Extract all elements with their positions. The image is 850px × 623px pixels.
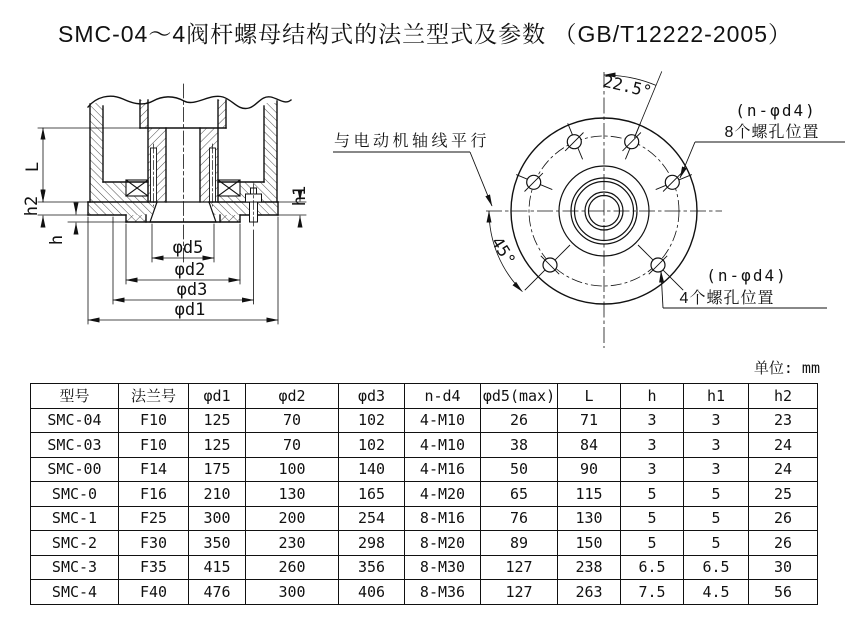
table-cell: SMC-03 (31, 433, 119, 458)
table-cell: 25 (749, 482, 818, 507)
holes8-leader (680, 142, 845, 178)
table-cell: 3 (621, 457, 684, 482)
dim-label-h2: h2 (22, 195, 42, 217)
table-cell: 76 (481, 506, 558, 531)
table-row (31, 408, 818, 433)
table-cell: 125 (189, 433, 246, 458)
spigot-pad-right (220, 215, 240, 222)
table-cell: 89 (481, 531, 558, 556)
table-cell: 6.5 (684, 555, 749, 580)
table-cell: 4.5 (684, 580, 749, 605)
table-cell: SMC-4 (31, 580, 119, 605)
table-cell: 125 (189, 408, 246, 433)
table-cell: 84 (558, 433, 621, 458)
flange-view (333, 71, 845, 348)
table-cell: 3 (684, 433, 749, 458)
dim-label-d1: φd1 (174, 300, 206, 320)
table-cell: 406 (339, 580, 405, 605)
table-cell: F40 (119, 580, 189, 605)
dim-label-d2: φd2 (174, 260, 206, 280)
bolt-holes-8-label-1: (n-φd4) (735, 101, 817, 120)
table-cell: 8-M36 (405, 580, 481, 605)
table-cell: 26 (749, 506, 818, 531)
table-cell: 140 (339, 457, 405, 482)
table-cell: F25 (119, 506, 189, 531)
table-cell: 100 (246, 457, 339, 482)
table-cell: 7.5 (621, 580, 684, 605)
table-cell: SMC-3 (31, 555, 119, 580)
stud-right (210, 144, 216, 206)
bolt-hole-bottom-left (525, 245, 570, 290)
table-cell: 260 (246, 555, 339, 580)
bolt-holes-8-label-2: 8个螺孔位置 (724, 124, 820, 141)
table-row (31, 433, 818, 458)
table-cell: 300 (189, 506, 246, 531)
bolt-hole-top-left (565, 123, 583, 159)
table-cell: 4-M20 (405, 482, 481, 507)
table-cell: 24 (749, 457, 818, 482)
table-cell: 254 (339, 506, 405, 531)
table-cell: 90 (558, 457, 621, 482)
table-cell: 6.5 (621, 555, 684, 580)
table-cell: 298 (339, 531, 405, 556)
break-wavy-line (88, 96, 291, 108)
table-cell: 102 (339, 433, 405, 458)
table-cell: 8-M20 (405, 531, 481, 556)
table-cell: 24 (749, 433, 818, 458)
table-cell: 38 (481, 433, 558, 458)
dim-label-L: L (23, 161, 43, 173)
table-cell: 350 (189, 531, 246, 556)
table-cell: 8-M30 (405, 555, 481, 580)
page-title: SMC-04～4阀杆螺母结构式的法兰型式及参数 （GB/T12222-2005） (58, 21, 792, 47)
table-cell: F16 (119, 482, 189, 507)
table-cell: 50 (481, 457, 558, 482)
bolt-holes-4-label-2: 4个螺孔位置 (679, 290, 775, 307)
table-cell: 238 (558, 555, 621, 580)
bolt-hole-mid-left (516, 173, 552, 191)
dim-label-d5: φd5 (172, 238, 204, 258)
axis-parallel-note: 与电动机轴线平行 (334, 133, 491, 150)
unit-label: 单位: mm (753, 359, 820, 377)
table-header-cell: h1 (684, 384, 749, 409)
table-cell: 356 (339, 555, 405, 580)
dim-label-d3: φd3 (176, 280, 208, 300)
table-cell: 4-M10 (405, 408, 481, 433)
table-cell: 4-M10 (405, 433, 481, 458)
table-cell: 5 (621, 531, 684, 556)
table-cell: F10 (119, 408, 189, 433)
table-cell: 127 (481, 555, 558, 580)
table-header-cell: L (558, 384, 621, 409)
table-header-cell: 型号 (31, 384, 119, 409)
table-header-cell: φd1 (189, 384, 246, 409)
table-cell: 300 (246, 580, 339, 605)
table-cell: F14 (119, 457, 189, 482)
table-header-cell: n-d4 (405, 384, 481, 409)
table-cell: 70 (246, 408, 339, 433)
table-cell: 210 (189, 482, 246, 507)
table-cell: 476 (189, 580, 246, 605)
table-cell: 23 (749, 408, 818, 433)
table-cell: 26 (749, 531, 818, 556)
table-cell: 415 (189, 555, 246, 580)
table-cell: SMC-2 (31, 531, 119, 556)
table-cell: 130 (558, 506, 621, 531)
table-header-cell: φd3 (339, 384, 405, 409)
table-header-cell: φd5(max) (481, 384, 558, 409)
table-cell: SMC-04 (31, 408, 119, 433)
angle-label-22-5: 22.5° (601, 71, 654, 102)
spigot-pad-left (126, 215, 146, 222)
table-cell: 65 (481, 482, 558, 507)
section-view (22, 84, 310, 324)
table-cell: 70 (246, 433, 339, 458)
table-cell: 30 (749, 555, 818, 580)
table-header-cell: 法兰号 (119, 384, 189, 409)
table-cell: 5 (684, 531, 749, 556)
bolt-hole-bottom-right (638, 245, 683, 290)
table-cell: 71 (558, 408, 621, 433)
table-cell: 5 (621, 482, 684, 507)
table-cell: 130 (246, 482, 339, 507)
angle-label-45: 45° (487, 233, 520, 269)
table-cell: 175 (189, 457, 246, 482)
table-cell: 230 (246, 531, 339, 556)
table-cell: 3 (621, 433, 684, 458)
table-cell: F10 (119, 433, 189, 458)
table-cell: 4-M16 (405, 457, 481, 482)
table-header-cell: h2 (749, 384, 818, 409)
stud-left (151, 144, 157, 206)
bolt-holes-4-label-1: (n-φd4) (706, 266, 788, 285)
table-header-cell: φd2 (246, 384, 339, 409)
table-header-cell: h (621, 384, 684, 409)
dim-label-h: h (47, 234, 67, 246)
table-cell: 3 (621, 408, 684, 433)
spigot-recess (150, 202, 216, 222)
table-cell: 165 (339, 482, 405, 507)
table-row (31, 506, 818, 531)
table-cell: 5 (621, 506, 684, 531)
table-cell: 200 (246, 506, 339, 531)
table-cell: 26 (481, 408, 558, 433)
table-cell: 3 (684, 457, 749, 482)
flange-parameters-table (30, 383, 818, 605)
table-cell: F30 (119, 531, 189, 556)
table-cell: 127 (481, 580, 558, 605)
table-cell: 8-M16 (405, 506, 481, 531)
table-cell: SMC-0 (31, 482, 119, 507)
table-cell: 5 (684, 482, 749, 507)
table-cell: SMC-00 (31, 457, 119, 482)
table-row (31, 580, 818, 605)
table-cell: 5 (684, 506, 749, 531)
table-cell: 56 (749, 580, 818, 605)
table-row (31, 531, 818, 556)
table-cell: 115 (558, 482, 621, 507)
table-header-row (31, 384, 818, 409)
table-row (31, 482, 818, 507)
table-cell: SMC-1 (31, 506, 119, 531)
table-cell: F35 (119, 555, 189, 580)
table-cell: 263 (558, 580, 621, 605)
table-row (31, 457, 818, 482)
table-row (31, 555, 818, 580)
dim-label-h1: h1 (290, 185, 310, 207)
bolt-hole-mid-right (656, 173, 692, 191)
table-cell: 150 (558, 531, 621, 556)
axis-parallel-leader (333, 152, 492, 206)
table-cell: 102 (339, 408, 405, 433)
table-cell: 3 (684, 408, 749, 433)
